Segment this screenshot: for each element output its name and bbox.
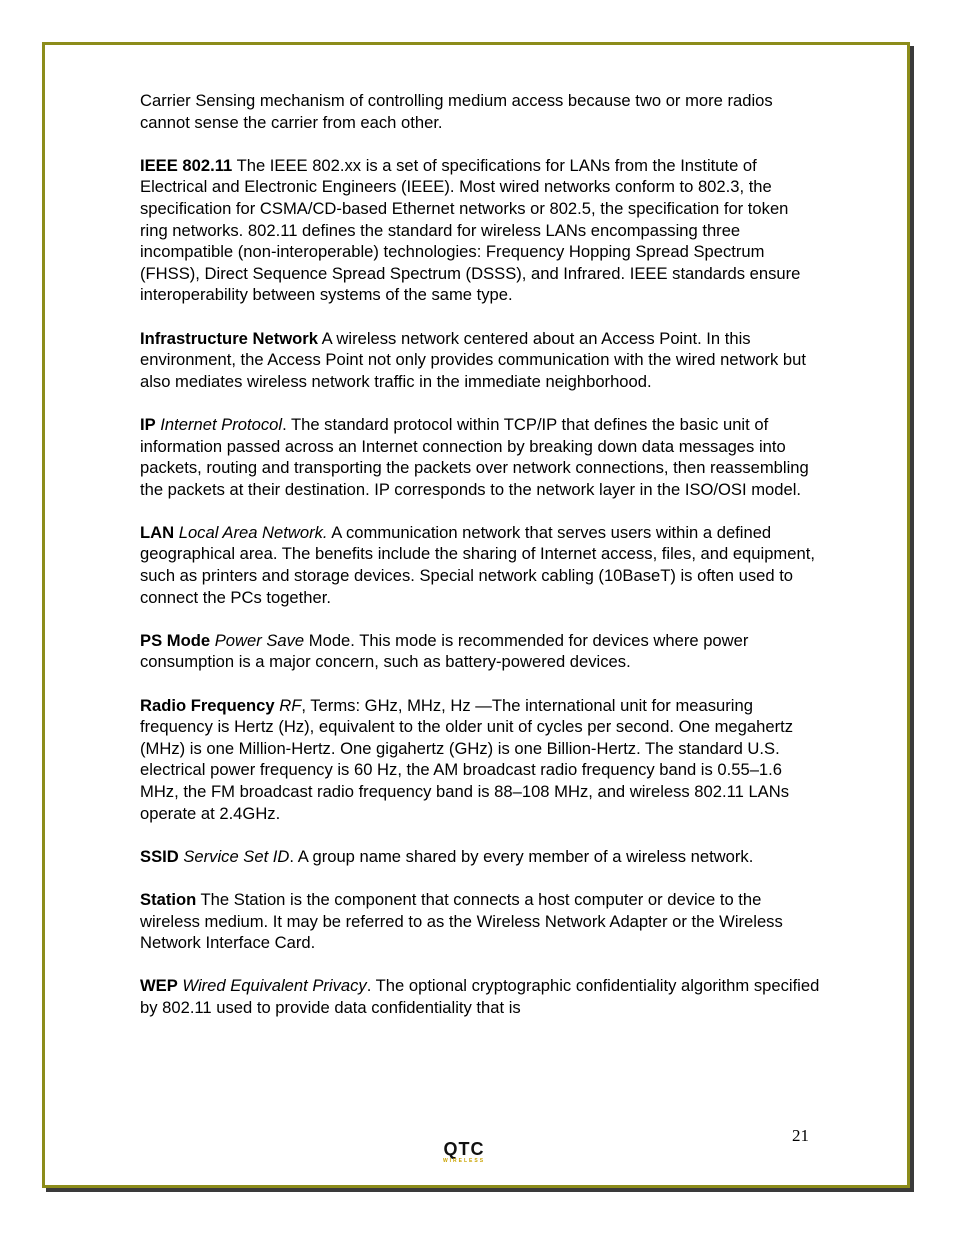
entry-definition: A wireless network centered about an Access Point. In this environment, the Access Point not only provides communication with the wired network but also mediates wireless network traffic in the immediate neighborhood. [140,328,806,391]
glossary-entry-radio-frequency [140,695,820,825]
intro-paragraph: Carrier Sensing mechanism of controlling medium access because two or more radios cannot sense the carrier from each other. [140,91,773,132]
glossary-entry-ieee-802-11 [140,155,820,306]
entry-expansion: Wired Equivalent Privacy [177,976,367,996]
entry-expansion: Service Set ID [178,846,290,866]
entry-definition: . The optional cryptographic confidentiality algorithm specified by 802.11 used to provide data confidentiality that is [140,976,820,1017]
entry-term: Station [140,889,197,909]
page-number: 21 [792,1126,809,1145]
glossary-entry-ps-mode [140,630,820,673]
entry-definition: The Station is the component that connects a host computer or device to the wireless medium. It may be referred to as the Wireless Network Adapter or the Wireless Network Interface Card. [140,889,783,953]
entry-term: Radio Frequency [140,695,275,715]
entry-definition: A communication network that serves users within a defined geographical area. The benefits include the sharing of Internet access, files, and equipment, such as printers and storage devices. Special network cabling (10BaseT) is often used to connect the PCs together. [140,522,815,607]
entry-definition: The IEEE 802.xx is a set of specifications for LANs from the Institute of Electrical and Electronic Engineers (IEEE). Most wired networks conform to 802.3, the specification for CSMA/CD-based Ethernet networks or 802.5, the specification for token ring networks. 802.11 defines the standard for wireless LANs encompassing three incompatible (non-interoperable) technologies: Frequency Hopping Spread Spectrum (FHSS), Direct Sequence Spread Spectrum (DSSS), and Infrared. IEEE standards ensure interoperability between systems of the same type. [140,155,801,305]
entry-expansion: Power Save [210,630,305,650]
glossary-entry-infrastructure-network [140,328,820,393]
logo-subtitle: WIRELESS [442,1158,486,1164]
entry-term: IEEE 802.11 [140,155,233,175]
entry-definition: Mode. This mode is recommended for devices where power consumption is a major concern, such as battery-powered devices. [140,630,749,672]
logo-wordmark: QTC [443,1139,485,1159]
glossary-content [140,90,820,1040]
entry-definition: , Terms: GHz, MHz, Hz —The international unit for measuring frequency is Hertz (Hz), equivalent to the older unit of cycles per second. One megahertz (MHz) is one Million-Hertz. One gigahertz (GHz) is one Billion-Hertz. The standard U.S. electrical power frequency is 60 Hz, the AM broadcast radio frequency band is 0.55–1.6 MHz, the FM broadcast radio frequency band is 88–108 MHz, and wireless 802.11 LANs operate at 2.4GHz. [140,695,794,823]
entry-term: Infrastructure Network [140,328,318,348]
glossary-entry-wep [140,975,820,1018]
glossary-entry-ssid [140,846,820,868]
entry-definition: . The standard protocol within TCP/IP that defines the basic unit of information passed across an Internet connection by breaking down data messages into packets, routing and transporting the packets over network connections, then reassembling the packets at their destination. IP corresponds to the network layer in the ISO/OSI model. [140,414,809,499]
entry-definition: . A group name shared by every member of a wireless network. [289,846,754,866]
entry-expansion: Internet Protocol [155,414,283,434]
entry-term: SSID [140,846,179,866]
glossary-entry-ip [140,414,820,500]
entry-term: PS Mode [140,630,211,650]
entry-expansion: RF [274,695,302,715]
entry-expansion: Local Area Network. [174,522,328,542]
glossary-entry-lan [140,522,820,608]
entry-term: LAN [140,522,175,542]
entry-term: IP [140,414,156,434]
qtc-wireless-logo [438,1140,490,1166]
entry-term: WEP [140,976,178,996]
glossary-entry-station [140,889,820,954]
